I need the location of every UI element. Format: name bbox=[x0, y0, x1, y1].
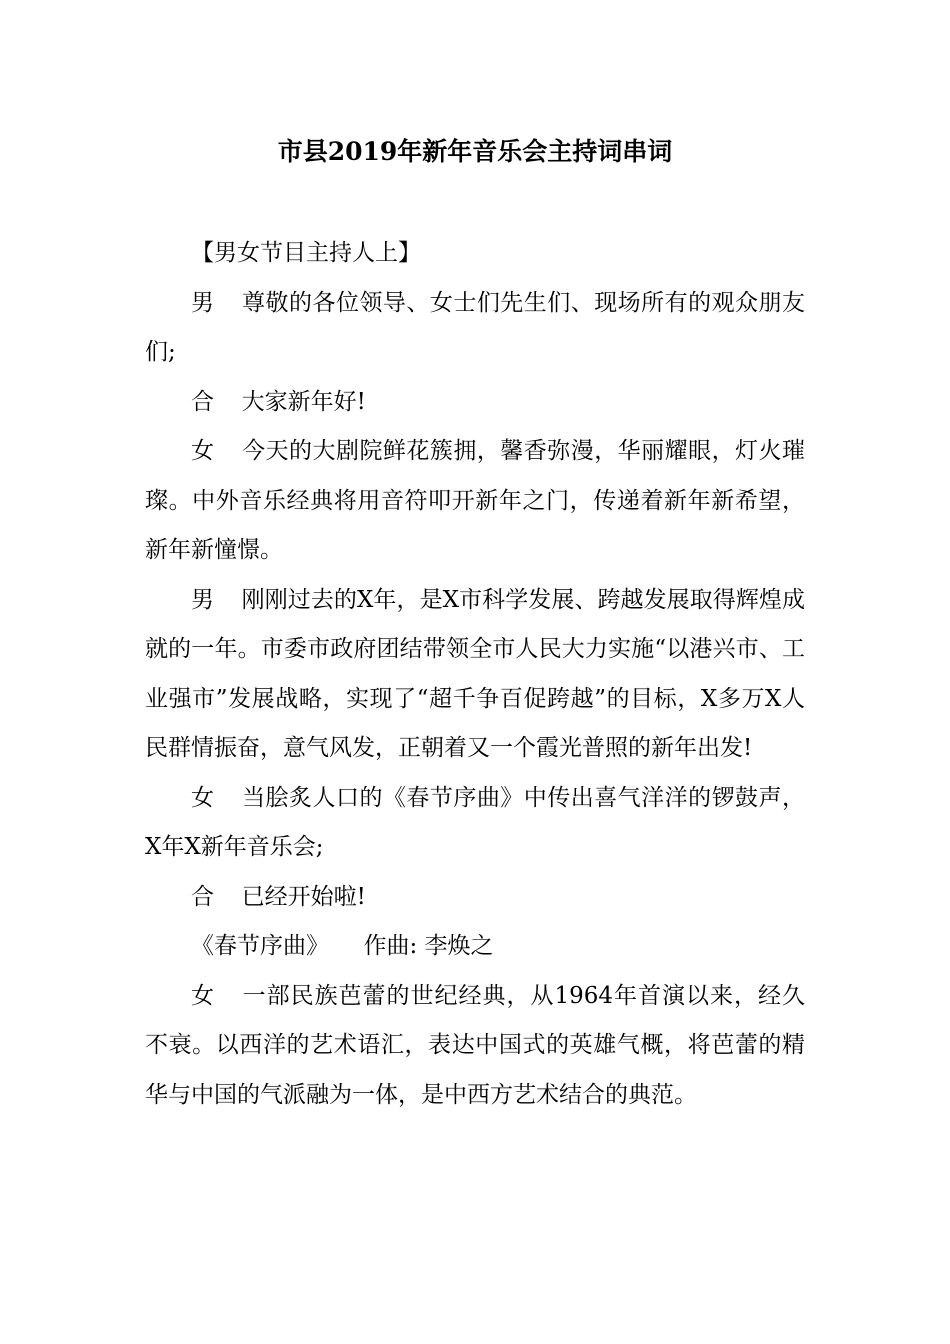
document-body bbox=[145, 229, 805, 1120]
dialogue-paragraph bbox=[145, 378, 805, 428]
dialogue-text: 已经开始啦! bbox=[241, 883, 366, 910]
dialogue-text: 大家新年好! bbox=[241, 388, 366, 415]
dialogue-text: 当脍炙人口的《春节序曲》中传出喜气洋洋的锣鼓声，X年X新年音乐会; bbox=[145, 784, 805, 860]
dialogue-paragraph bbox=[145, 279, 805, 378]
speaker-label: 女 bbox=[191, 784, 214, 811]
document-title: 市县2019年新年音乐会主持词串词 bbox=[277, 137, 673, 166]
dialogue-paragraph bbox=[145, 972, 805, 1121]
dialogue-paragraph bbox=[145, 576, 805, 774]
dialogue-paragraph bbox=[145, 873, 805, 923]
speaker-label: 女 bbox=[191, 438, 214, 464]
dialogue-paragraph bbox=[145, 427, 805, 576]
stage-direction: 【男女节目主持人上】 bbox=[191, 240, 421, 266]
speaker-label: 合 bbox=[191, 883, 214, 910]
dialogue-text: 尊敬的各位领导、女士们先生们、现场所有的观众朋友们; bbox=[145, 289, 805, 365]
dialogue-text: 一部民族芭蕾的世纪经典，从1964年首演以来，经久不衰。以西洋的艺术语汇，表达中国式的英雄气概，将芭蕾的精华与中国的气派融为一体，是中西方艺术结合的典范。 bbox=[145, 982, 805, 1108]
speaker-label: 合 bbox=[191, 388, 214, 415]
program-piece: 《春节序曲》 bbox=[191, 933, 329, 959]
dialogue-paragraph bbox=[145, 774, 805, 873]
dialogue-text: 今天的大剧院鲜花簇拥，馨香弥漫，华丽耀眼，灯火璀璨。中外音乐经典将用音符叩开新年之门，传递着新年新希望，新年新憧憬。 bbox=[145, 438, 805, 563]
dialogue-text: 刚刚过去的X年，是X市科学发展、跨越发展取得辉煌成就的一年。市委市政府团结带领全市人民大力实施“以港兴市、工业强市”发展战略，实现了“超千争百促跨越”的目标，X多万X人民群情振奋，意气风发，正朝着又一个霞光普照的新年出发! bbox=[145, 586, 805, 761]
speaker-label: 男 bbox=[191, 586, 214, 613]
program-credit: 作曲: 李焕之 bbox=[363, 933, 494, 959]
program-line bbox=[145, 922, 805, 972]
speaker-label: 女 bbox=[191, 982, 214, 1009]
speaker-label: 男 bbox=[191, 289, 214, 316]
